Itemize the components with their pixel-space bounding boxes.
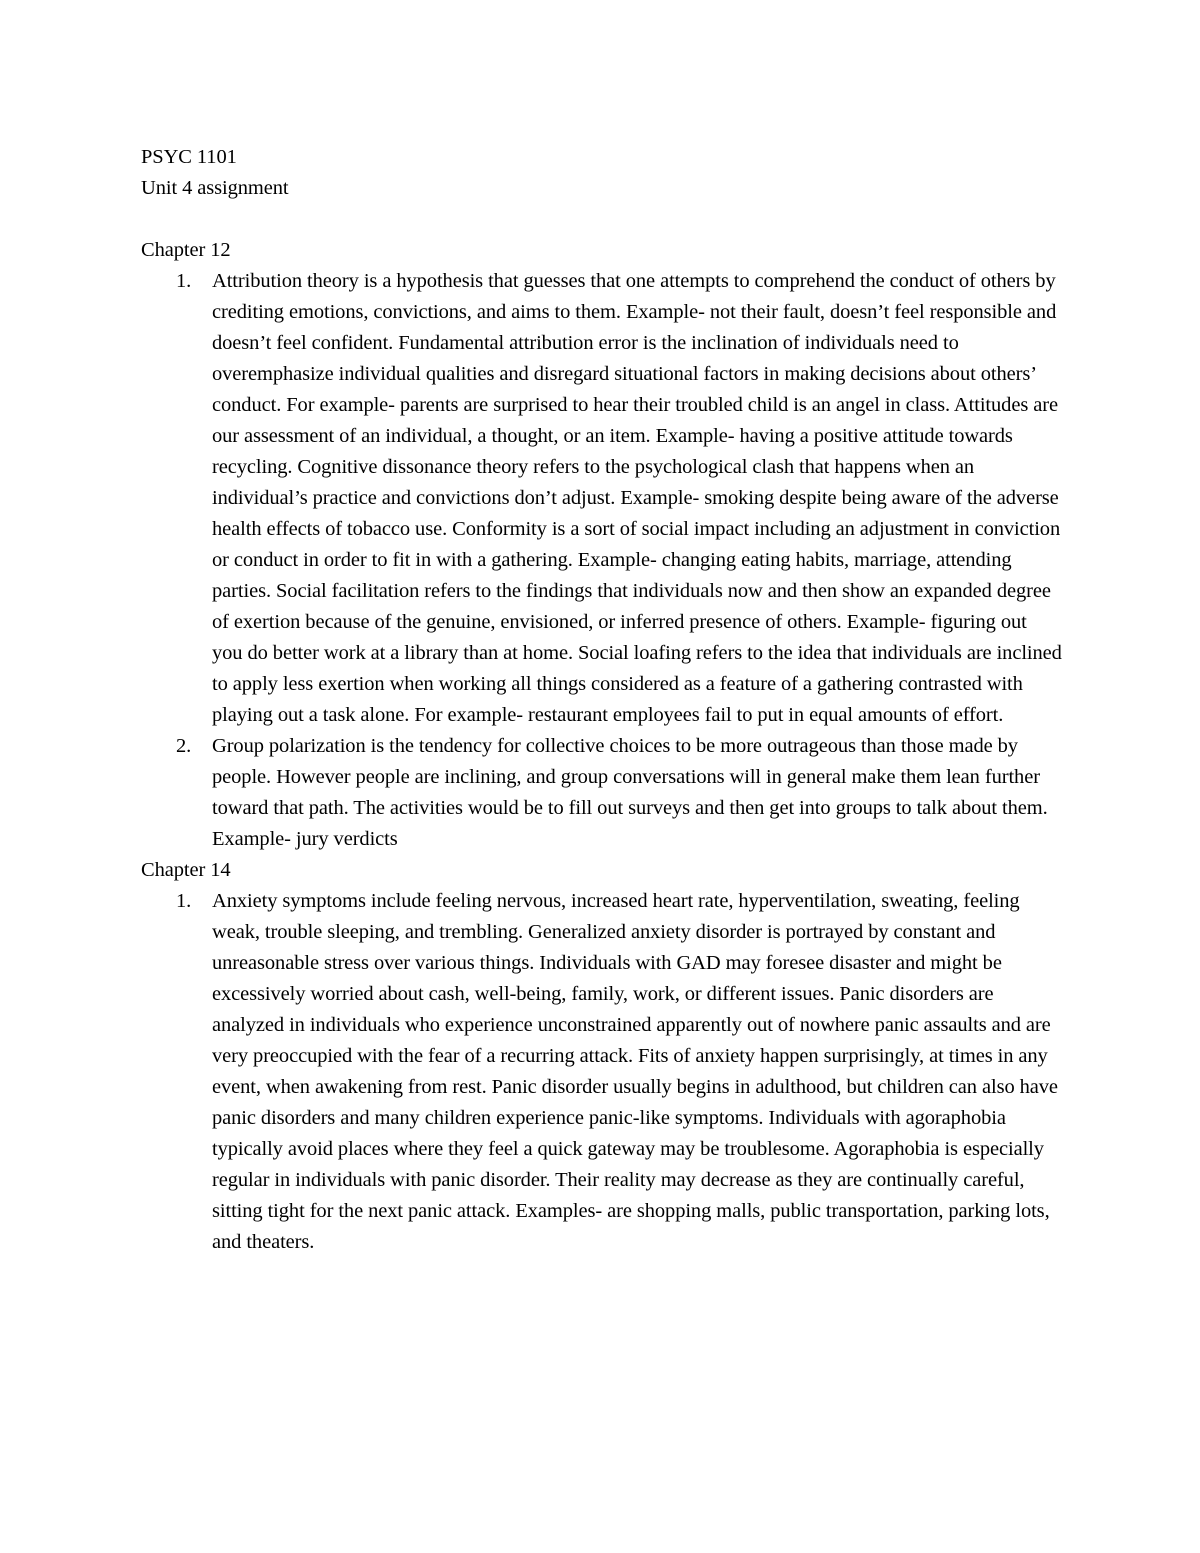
chapter-12-heading: Chapter 12: [141, 239, 231, 261]
list-item: [141, 731, 1071, 855]
list-item: [141, 886, 1071, 1258]
item-number: 1.: [176, 270, 192, 292]
item-text: Group polarization is the tendency for collective choices to be more outrageous than those made by people. However people are inclining, and group conversations will in general make them lean further toward that path. The activities would be to fill out surveys and then get into groups to talk about them. Example- jury verdicts: [212, 735, 1048, 850]
blank-line: [141, 204, 1071, 235]
assignment-title: Unit 4 assignment: [141, 177, 289, 199]
chapter-14-list: [141, 886, 1071, 1258]
list-item: [141, 266, 1071, 731]
document-body: [141, 142, 1071, 1258]
item-number: 1.: [176, 890, 192, 912]
item-number: 2.: [176, 735, 192, 757]
chapter-14-heading: Chapter 14: [141, 859, 231, 881]
course-title: PSYC 1101: [141, 146, 237, 168]
item-text: Anxiety symptoms include feeling nervous, increased heart rate, hyperventilation, sweating, feeling weak, trouble sleeping, and trembling. Generalized anxiety disorder is portrayed by constant and unreasonable stress over various things. Individuals with GAD may foresee disaster and might be excessively worried about cash, well-being, family, work, or different issues. Panic disorders are analyzed in individuals who experience unconstrained apparently out of nowhere panic assaults and are very preoccupied with the fear of a recurring attack. Fits of anxiety happen surprisingly, at times in any event, when awakening from rest. Panic disorder usually begins in adulthood, but children can also have panic disorders and many children experience panic-like symptoms. Individuals with agoraphobia typically avoid places where they feel a quick gateway may be troublesome. Agoraphobia is especially regular in individuals with panic disorder. Their reality may decrease as they are continually careful, sitting tight for the next panic attack. Examples- are shopping malls, public transportation, parking lots, and theaters.: [212, 890, 1058, 1253]
item-text: Attribution theory is a hypothesis that guesses that one attempts to comprehend the conduct of others by crediting emotions, convictions, and aims to them. Example- not their fault, doesn’t feel responsible and doesn’t feel confident. Fundamental attribution error is the inclination of individuals need to overemphasize individual qualities and disregard situational factors in making decisions about others’ conduct. For example- parents are surprised to hear their troubled child is an angel in class. Attitudes are our assessment of an individual, a thought, or an item. Example- having a positive attitude towards recycling. Cognitive dissonance theory refers to the psychological clash that happens when an individual’s practice and convictions don’t adjust. Example- smoking despite being aware of the adverse health effects of tobacco use. Conformity is a sort of social impact including an adjustment in conviction or conduct in order to fit in with a gathering. Example- changing eating habits, marriage, attending parties. Social facilitation refers to the findings that individuals now and then show an expanded degree of exertion because of the genuine, envisioned, or inferred presence of others. Example- figuring out you do better work at a library than at home. Social loafing refers to the idea that individuals are inclined to apply less exertion when working all things considered as a feature of a gathering contrasted with playing out a task alone. For example- restaurant employees fail to put in equal amounts of effort.: [212, 270, 1062, 726]
chapter-12-list: [141, 266, 1071, 855]
